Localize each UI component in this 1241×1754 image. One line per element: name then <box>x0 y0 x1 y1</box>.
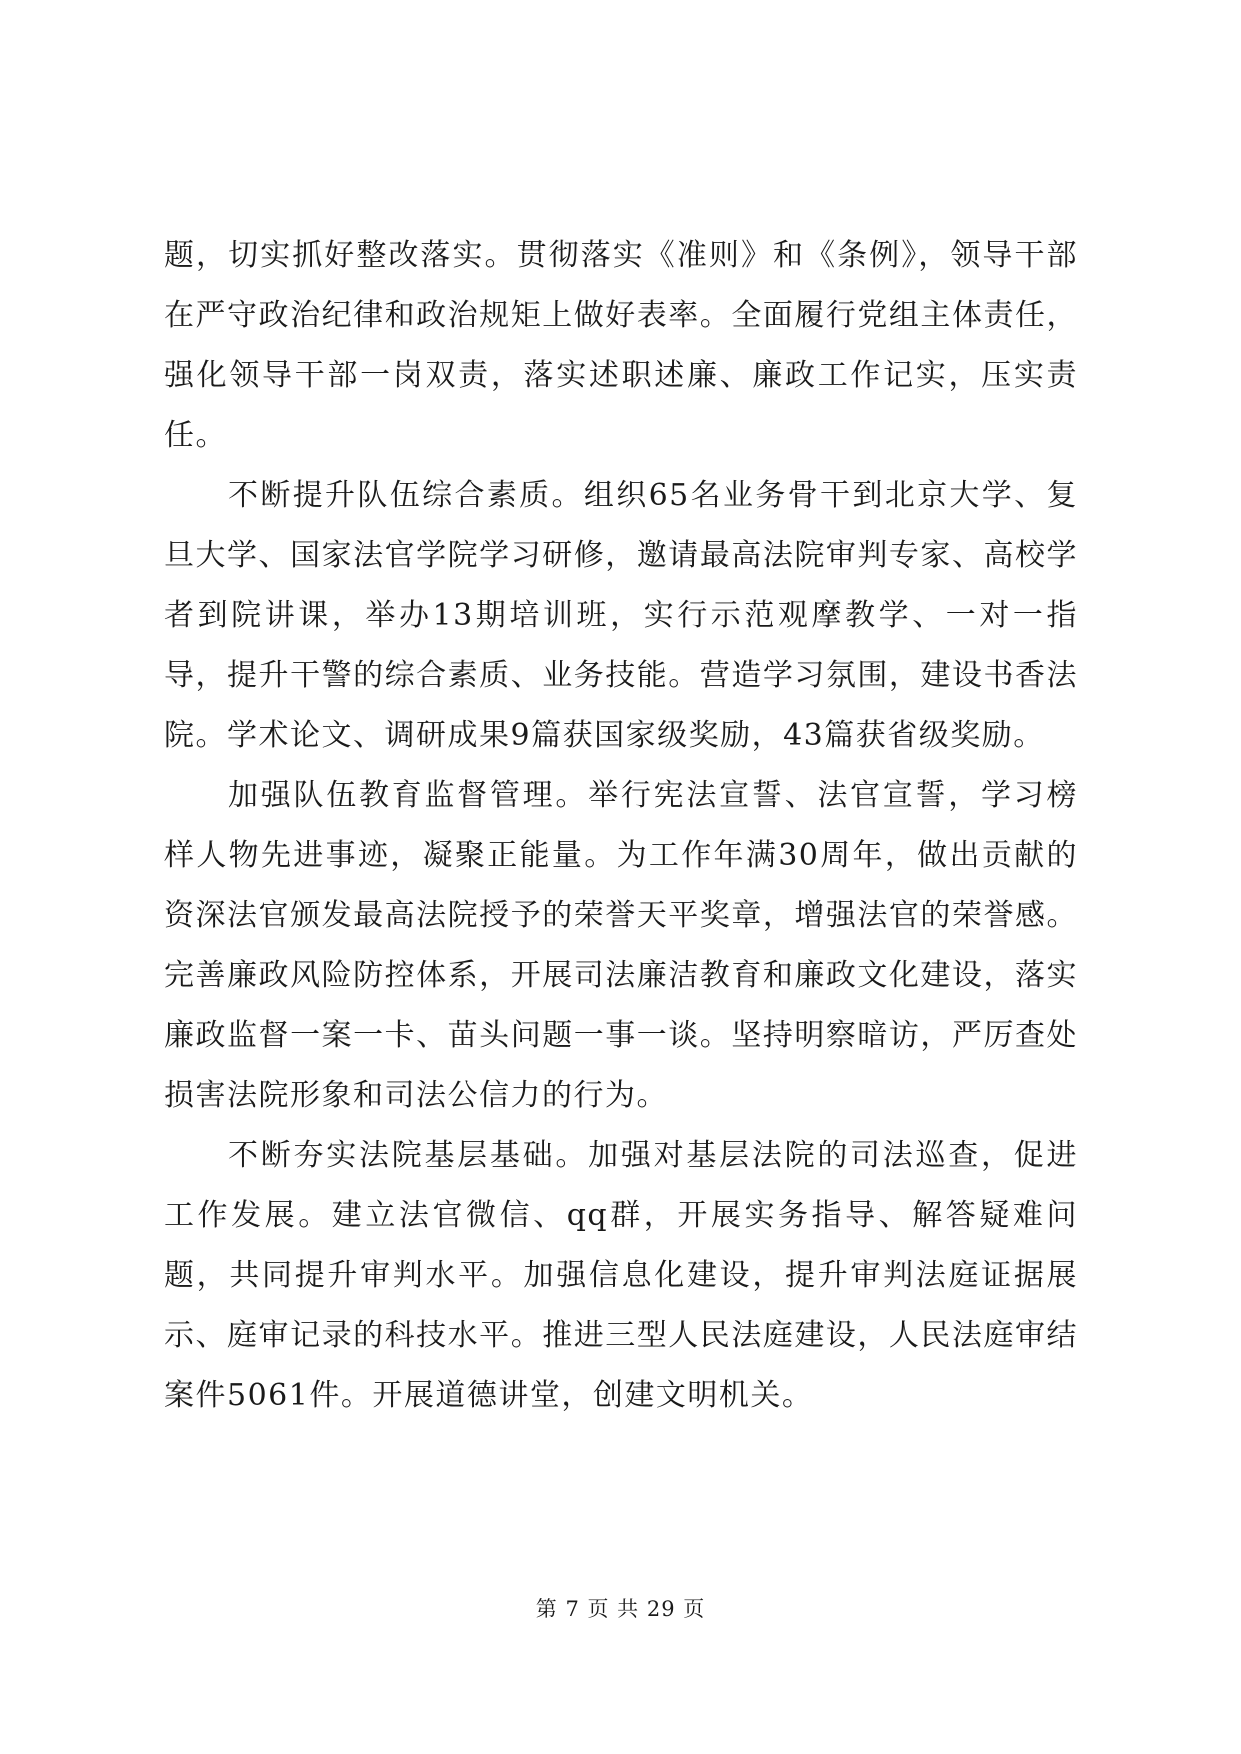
page-number-footer: 第 7 页 共 29 页 <box>535 1597 706 1621</box>
paragraph-1: 题，切实抓好整改落实。贯彻落实《准则》和《条例》，领导干部在严守政治纪律和政治规矩上做好表率。全面履行党组主体责任，强化领导干部一岗双责，落实述职述廉、廉政工作记实，压实责任。 <box>164 238 1078 453</box>
paragraph-3: 加强队伍教育监督管理。举行宪法宣誓、法官宣誓，学习榜样人物先进事迹，凝聚正能量。为工作年满30周年，做出贡献的资深法官颁发最高法院授予的荣誉天平奖章，增强法官的荣誉感。完善廉政风险防控体系，开展司法廉洁教育和廉政文化建设，落实廉政监督一案一卡、苗头问题一事一谈。坚持明察暗访，严厉查处损害法院形象和司法公信力的行为。 <box>164 778 1078 1113</box>
paragraph-4: 不断夯实法院基层基础。加强对基层法院的司法巡查，促进工作发展。建立法官微信、qq群，开展实务指导、解答疑难问题，共同提升审判水平。加强信息化建设，提升审判法庭证据展示、庭审记录的科技水平。推进三型人民法庭建设，人民法庭审结案件5061件。开展道德讲堂，创建文明机关。 <box>164 1138 1078 1413</box>
document-body <box>164 226 1078 1426</box>
paragraph-2: 不断提升队伍综合素质。组织65名业务骨干到北京大学、复旦大学、国家法官学院学习研修，邀请最高法院审判专家、高校学者到院讲课，举办13期培训班，实行示范观摩教学、一对一指导，提升干警的综合素质、业务技能。营造学习氛围，建设书香法院。学术论文、调研成果9篇获国家级奖励，43篇获省级奖励。 <box>164 478 1078 753</box>
